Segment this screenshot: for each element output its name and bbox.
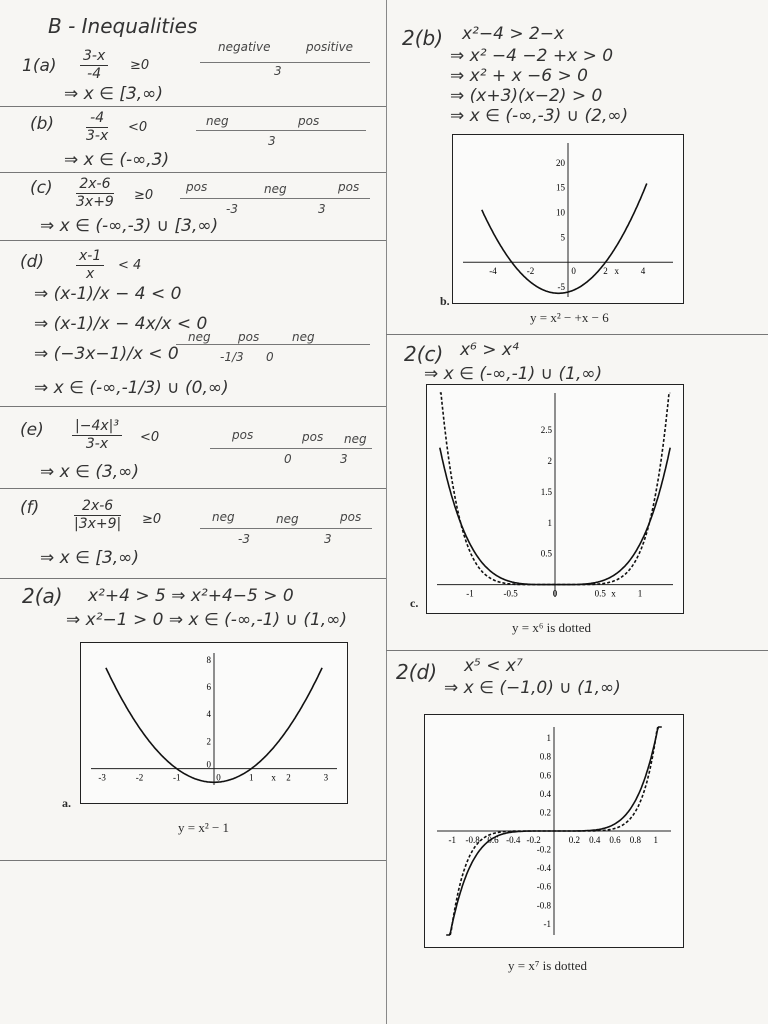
q1b-fraction (86, 110, 108, 145)
b-ytick-2: 10 (556, 207, 565, 218)
a-ytick-3: 2 (206, 736, 211, 747)
q1f-crit-1: -3 (238, 532, 250, 546)
q1d-relation: < 4 (118, 258, 142, 273)
q1d-step-1: ⇒ (x-1)/x − 4 < 0 (34, 284, 182, 304)
d-xtick-1: -0.8 (465, 835, 480, 845)
c-xtick-1: -0.5 (503, 588, 518, 599)
d-xtick-3: -0.4 (506, 835, 521, 845)
a-xtick-5: x (271, 772, 276, 783)
q1c-denominator: 3x+9 (76, 194, 114, 210)
q1e-crit-2: 3 (340, 452, 348, 466)
q1e-numerator: |−4x|³ (72, 418, 122, 436)
a-xtick-7: 3 (323, 772, 329, 783)
divider-6 (0, 578, 386, 579)
q1f-sign-2: neg (276, 512, 299, 526)
b-ytick-4: -5 (557, 282, 565, 293)
q1b-sign-2: pos (298, 114, 320, 128)
q2a-label: 2(a) (22, 584, 63, 608)
b-xtick-1: -2 (526, 266, 535, 277)
q1d-sign-2: pos (238, 330, 260, 344)
q1f-numerator: 2x-6 (74, 498, 121, 516)
b-xtick-4: x (614, 266, 619, 277)
a-ytick-2: 4 (206, 709, 211, 720)
q1e-number-line (210, 448, 372, 449)
q1a-numerator: 3-x (80, 48, 108, 66)
q1c-numerator: 2x-6 (76, 176, 114, 194)
c-ytick-3: 1 (547, 517, 552, 528)
b-ytick-1: 15 (556, 182, 565, 193)
q1d-crit-1: -1/3 (220, 350, 244, 364)
a-ytick-0: 8 (206, 654, 211, 665)
plot-b-frame (452, 134, 684, 304)
d-ytick-7: -0.6 (536, 881, 551, 892)
q2b-line-2: ⇒ x² + x −6 > 0 (450, 66, 588, 86)
divider-2 (0, 172, 386, 173)
q1e-sign-3: neg (344, 432, 367, 446)
q1d-label: (d) (20, 252, 45, 272)
b-xtick-2: 0 (571, 266, 576, 277)
d-ytick-8: -0.8 (536, 900, 551, 911)
q1a-denominator: -4 (87, 66, 102, 82)
plot-a-panel-label: a. (62, 796, 71, 810)
q1b-label: (b) (30, 114, 55, 134)
q1d-crit-2: 0 (266, 350, 274, 364)
a-xtick-0: -3 (98, 772, 106, 783)
q2a-line-2: ⇒ x²−1 > 0 ⇒ x ∈ (-∞,-1) ∪ (1,∞) (66, 610, 347, 630)
q1c-sign-1: pos (186, 180, 208, 194)
q1b-crit-1: 3 (268, 134, 276, 148)
divider-3 (0, 240, 386, 241)
q1b-number-line (196, 130, 366, 131)
d-xtick-5: 0.2 (568, 835, 580, 845)
divider-5 (0, 488, 386, 489)
d-ytick-0: 1 (546, 733, 551, 744)
q2b-line-3: ⇒ (x+3)(x−2) > 0 (450, 86, 603, 106)
a-xtick-1: -2 (135, 772, 144, 783)
d-xtick-6: 0.4 (589, 835, 601, 845)
q1c-sign-3: pos (338, 180, 360, 194)
q1b-answer: ⇒ x ∈ (-∞,3) (64, 150, 170, 170)
d-ytick-9: -1 (543, 918, 551, 929)
q1d-denominator: x (85, 266, 95, 282)
q2b-line-1: ⇒ x² −4 −2 +x > 0 (450, 46, 614, 66)
q2d-line-0: x⁵ < x⁷ (464, 656, 523, 676)
divider-9 (386, 650, 768, 651)
q1e-crit-1: 0 (284, 452, 292, 466)
q1f-relation: ≥0 (142, 512, 162, 527)
q1f-answer: ⇒ x ∈ [3,∞) (40, 548, 139, 568)
plot-a-svg (81, 643, 347, 803)
plot-a-caption: y = x² − 1 (178, 820, 230, 835)
d-ytick-3: 0.4 (539, 788, 551, 799)
q2b-line-4: ⇒ x ∈ (-∞,-3) ∪ (2,∞) (450, 106, 629, 126)
q1e-label: (e) (20, 420, 44, 440)
q1d-sign-1: neg (188, 330, 211, 344)
q1a-sign-2: positive (306, 40, 354, 54)
q1c-crit-2: 3 (318, 202, 326, 216)
q1c-relation: ≥0 (134, 188, 154, 203)
q1f-fraction (74, 498, 121, 533)
q2d-line-1: ⇒ x ∈ (−1,0) ∪ (1,∞) (444, 678, 621, 698)
c-xtick-2: 0 (552, 588, 558, 599)
q1e-sign-2: pos (302, 430, 324, 444)
divider-7 (0, 860, 386, 861)
q2c-line-0: x⁶ > x⁴ (460, 340, 519, 360)
q1a-label: 1(a) (22, 56, 57, 76)
plot-c-caption: y = x⁶ is dotted (512, 620, 592, 635)
a-xtick-3: 0 (216, 772, 221, 783)
plot-b-caption: y = x² − +x − 6 (530, 310, 609, 325)
q1e-answer: ⇒ x ∈ (3,∞) (40, 462, 139, 482)
q1f-denominator: |3x+9| (74, 516, 122, 532)
q2a-line-1: x²+4 > 5 ⇒ x²+4−5 > 0 (88, 586, 294, 606)
q1c-answer: ⇒ x ∈ (-∞,-3) ∪ [3,∞) (40, 216, 219, 236)
q1a-number-line (200, 62, 370, 63)
q1b-denominator: 3-x (86, 128, 109, 144)
q1d-fraction (76, 248, 104, 283)
d-xtick-4: -0.2 (526, 835, 541, 845)
d-ytick-6: -0.4 (536, 863, 551, 874)
d-ytick-1: 0.8 (539, 751, 551, 762)
c-xtick-0: -1 (466, 588, 474, 599)
plot-d-frame (424, 714, 684, 948)
q1c-fraction (76, 176, 114, 211)
q1d-step-3: ⇒ (−3x−1)/x < 0 (34, 344, 179, 364)
a-xtick-2: -1 (172, 772, 181, 783)
d-xtick-7: 0.6 (609, 835, 621, 845)
d-ytick-4: 0.2 (539, 807, 551, 818)
d-ytick-2: 0.6 (539, 770, 551, 781)
q1b-relation: <0 (128, 120, 148, 135)
b-ytick-0: 20 (556, 157, 565, 168)
c-xtick-5: 1 (637, 588, 643, 599)
q1f-number-line (200, 528, 372, 529)
plot-b-panel-label: b. (440, 294, 450, 308)
q1a-sign-1: negative (218, 40, 271, 54)
q1e-sign-1: pos (232, 428, 254, 442)
q1a-answer: ⇒ x ∈ [3,∞) (64, 84, 163, 104)
q2b-line-0: x²−4 > 2−x (462, 24, 565, 44)
q1d-step-2: ⇒ (x-1)/x − 4x/x < 0 (34, 314, 208, 334)
q1d-answer: ⇒ x ∈ (-∞,-1/3) ∪ (0,∞) (34, 378, 229, 398)
plot-b-svg (453, 135, 683, 303)
plot-a-frame (80, 642, 348, 804)
q1c-label: (c) (30, 178, 53, 198)
c-ytick-2: 1.5 (540, 486, 552, 497)
q1e-denominator: 3-x (85, 436, 109, 452)
q1f-sign-1: neg (212, 510, 235, 524)
divider-4 (0, 406, 386, 407)
a-ytick-1: 6 (206, 682, 211, 693)
a-xtick-6: 2 (286, 772, 291, 783)
q1b-numerator: -4 (86, 110, 108, 128)
c-xtick-3: 0.5 (594, 588, 606, 599)
d-xtick-0: -1 (448, 835, 457, 845)
c-ytick-1: 2 (547, 456, 552, 466)
column-divider (386, 0, 387, 1024)
q2d-label: 2(d) (396, 660, 438, 684)
q1a-crit-1: 3 (274, 64, 282, 78)
c-ytick-4: 0.5 (540, 548, 552, 559)
q1c-crit-1: -3 (226, 202, 238, 216)
q1a-fraction (80, 48, 108, 83)
q2c-line-1: ⇒ x ∈ (-∞,-1) ∪ (1,∞) (424, 364, 603, 384)
q2b-label: 2(b) (402, 26, 444, 50)
plot-d-caption: y = x⁷ is dotted (508, 958, 588, 973)
plot-c-svg (427, 385, 683, 613)
q1d-sign-3: neg (292, 330, 315, 344)
d-xtick-2: 0.6 (487, 835, 499, 845)
c-xtick-4: x (611, 588, 616, 599)
q1c-number-line (180, 198, 370, 199)
d-xtick-8: 0.8 (629, 835, 642, 845)
a-xtick-4: 1 (249, 772, 254, 783)
divider-8 (386, 334, 768, 335)
d-xtick-9: 1 (653, 835, 658, 845)
q1f-sign-3: pos (340, 510, 362, 524)
divider-1 (0, 106, 386, 107)
page-title: B - Inequalities (48, 14, 198, 38)
plot-d-svg (425, 715, 683, 947)
q1d-numerator: x-1 (76, 248, 104, 266)
q2c-label: 2(c) (404, 342, 444, 366)
q1e-fraction (72, 418, 122, 453)
a-ytick-4: 0 (206, 759, 211, 770)
c-ytick-0: 2.5 (540, 425, 552, 436)
d-ytick-5: -0.2 (536, 844, 551, 855)
q1a-relation: ≥0 (130, 58, 150, 73)
q1d-number-line (176, 344, 370, 345)
b-xtick-3: 2 (603, 266, 608, 277)
q1b-sign-1: neg (206, 114, 229, 128)
b-xtick-5: 4 (640, 266, 646, 277)
q1c-sign-2: neg (264, 182, 287, 196)
q1f-label: (f) (20, 498, 40, 518)
b-ytick-3: 5 (560, 232, 565, 243)
plot-c-panel-label: c. (410, 596, 419, 610)
q1e-relation: <0 (140, 430, 160, 445)
b-xtick-0: -4 (489, 266, 497, 277)
plot-c-frame (426, 384, 684, 614)
q1f-crit-2: 3 (324, 532, 332, 546)
